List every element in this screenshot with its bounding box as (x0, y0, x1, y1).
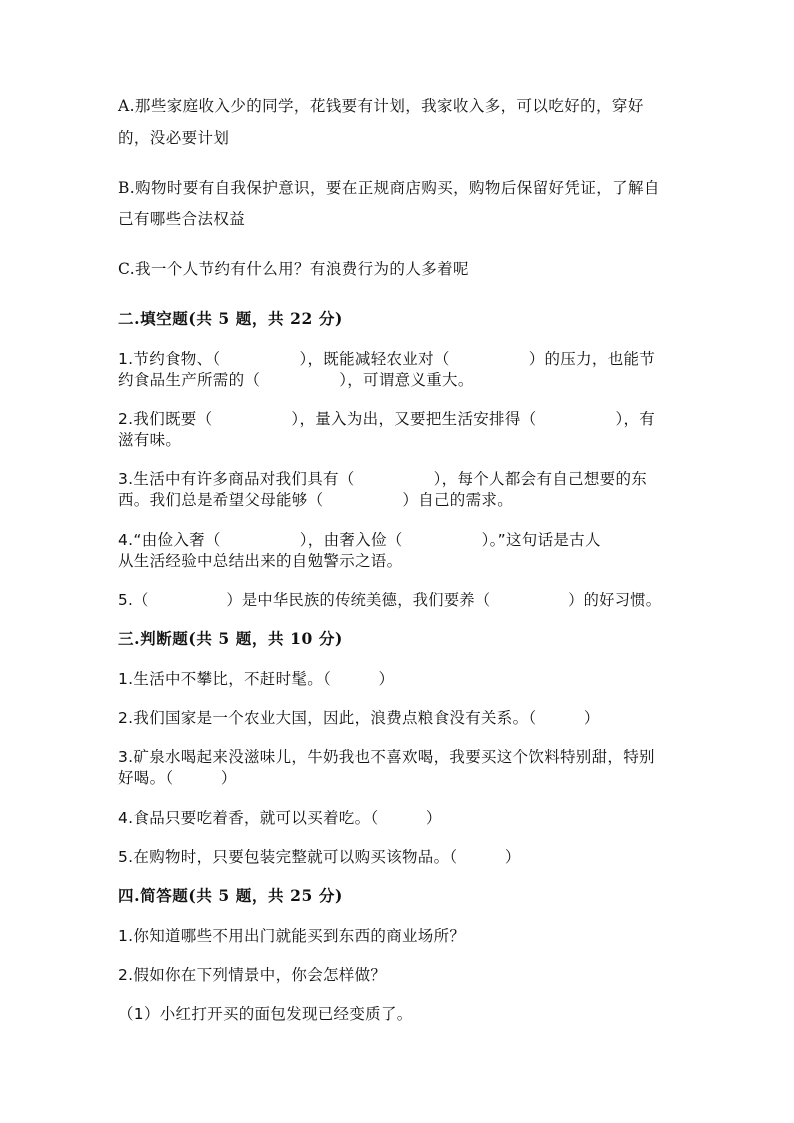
option-a-line-2: 的，没必要计划 (118, 129, 230, 147)
question-2-sub-1: （1）小红打开买的面包发现已经变质了。 (118, 1005, 413, 1023)
question-3-line-2: 西。我们总是希望父母能够（ ）自己的需求。 (118, 491, 514, 509)
question-4-line-1: 4.食品只要吃着香，就可以买着吃。（ ） (118, 809, 442, 827)
question-1-line-1: 1.你知道哪些不用出门就能买到东西的商业场所？ (118, 927, 466, 945)
question-3-line-1: 3.生活中有许多商品对我们具有（ ），每个人都会有自己想要的东 (118, 470, 648, 488)
question-2-line-1: 2.假如你在下列情景中，你会怎样做？ (118, 966, 387, 984)
question-3-line-2: 好喝。（ ） (118, 769, 237, 787)
option-b-line-1: B.购物时要有自我保护意识，要在正规商店购买，购物后保留好凭证，了解自 (118, 179, 660, 197)
question-2-line-2: 滋有味。 (118, 431, 182, 449)
question-2-line-1: 2.我们国家是一个农业大国，因此，浪费点粮食没有关系。（ ） (118, 709, 600, 727)
option-b-line-2: 己有哪些合法权益 (118, 210, 246, 228)
question-1-line-2: 约食品生产所需的（ ），可谓意义重大。 (118, 371, 474, 389)
question-1-line-1: 1.节约食物、（ ），既能减轻农业对（ ）的压力，也能节 (118, 350, 656, 368)
question-5-line-1: 5.（ ）是中华民族的传统美德，我们要养（ ）的好习惯。 (118, 591, 662, 609)
question-2-line-1: 2.我们既要（ ），量入为出，又要把生活安排得（ ），有 (118, 410, 656, 428)
section-heading: 三.判断题(共 5 题，共 10 分) (118, 629, 343, 648)
question-3-line-1: 3.矿泉水喝起来没滋味儿，牛奶我也不喜欢喝，我要买这个饮料特别甜，特别 (118, 748, 655, 766)
option-c-line-1: C.我一个人节约有什么用？有浪费行为的人多着呢 (118, 260, 469, 278)
question-4-line-1: 4.“由俭入奢（ ），由奢入俭（ ）。”这句话是古人 (118, 531, 601, 549)
option-a-line-1: A.那些家庭收入少的同学，花钱要有计划，我家收入多，可以吃好的，穿好 (118, 97, 644, 115)
question-4-line-2: 从生活经验中总结出来的自勉警示之语。 (118, 552, 403, 570)
question-5-line-1: 5.在购物时，只要包装完整就可以购买该物品。（ ） (118, 848, 521, 866)
section-heading: 二.填空题(共 5 题，共 22 分) (118, 309, 343, 328)
section-heading: 四.简答题(共 5 题，共 25 分) (118, 886, 343, 905)
question-1-line-1: 1.生活中不攀比，不赶时髦。（ ） (118, 670, 395, 688)
